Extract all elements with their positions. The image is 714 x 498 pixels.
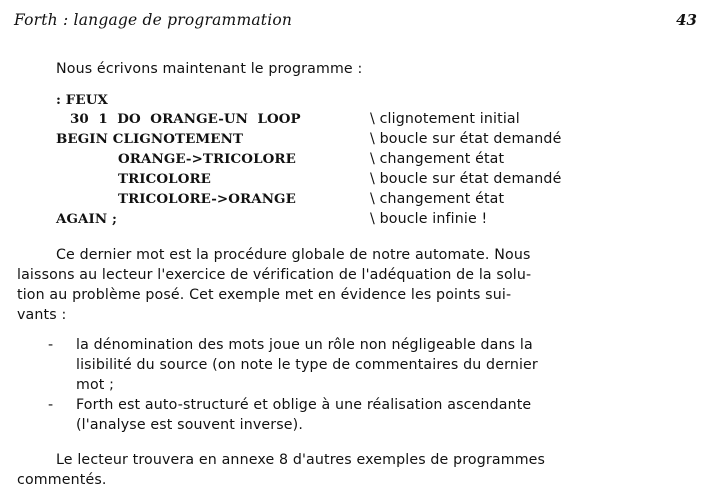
paragraph-line: vants :: [17, 307, 67, 323]
code-text: BEGIN CLIGNOTEMENT: [56, 131, 244, 147]
paragraph-line: commentés.: [17, 472, 107, 488]
code-line-1: [0, 90, 714, 110]
bullet-line: lisibilité du source (on note le type de commentaires du dernier: [76, 357, 538, 373]
code-text: ORANGE->TRICOLORE: [118, 151, 296, 167]
code-line-2: [0, 109, 714, 129]
bullet-dash: -: [48, 397, 54, 413]
code-comment: \ changement état: [370, 191, 505, 207]
bullet-line: (l'analyse est souvent inverse).: [76, 417, 304, 433]
code-line-4: [0, 149, 714, 169]
code-text: : FEUX: [56, 92, 108, 108]
body-paragraph: [17, 245, 699, 325]
bullet-line: la dénomination des mots joue un rôle non négligeable dans la: [76, 337, 533, 353]
paragraph-line: Le lecteur trouvera en annexe 8 d'autres exemples de programmes: [56, 452, 546, 468]
bullet-item: [48, 395, 703, 435]
code-line-6: [0, 189, 714, 209]
paragraph-line: laissons au lecteur l'exercice de vérification de l'adéquation de la solu-: [17, 267, 532, 283]
page-number: 43: [676, 11, 697, 29]
code-comment: \ clignotement initial: [370, 111, 520, 127]
code-text: TRICOLORE: [118, 171, 211, 187]
bullet-list: [48, 335, 703, 435]
code-comment: \ boucle sur état demandé: [370, 171, 562, 187]
bullet-line: mot ;: [76, 377, 115, 393]
bullet-dash: -: [48, 337, 54, 353]
code-text: AGAIN ;: [56, 211, 118, 227]
intro-sentence: Nous écrivons maintenant le programme :: [56, 61, 363, 77]
code-text: TRICOLORE->ORANGE: [118, 191, 296, 207]
code-line-3: [0, 129, 714, 149]
code-listing: [0, 90, 714, 230]
code-comment: \ boucle infinie !: [370, 211, 488, 227]
running-header-title: Forth : langage de programmation: [14, 11, 293, 29]
paragraph-line: Ce dernier mot est la procédure globale de notre automate. Nous: [56, 247, 531, 263]
code-comment: \ changement état: [370, 151, 505, 167]
closing-paragraph: [17, 450, 699, 490]
bullet-line: Forth est auto-structuré et oblige à une réalisation ascendante: [76, 397, 532, 413]
code-line-5: [0, 169, 714, 189]
paragraph-line: tion au problème posé. Cet exemple met en évidence les points sui-: [17, 287, 512, 303]
code-text: 30 1 DO ORANGE-UN LOOP: [70, 111, 301, 127]
code-line-7: [0, 209, 714, 229]
bullet-item: [48, 335, 703, 395]
code-comment: \ boucle sur état demandé: [370, 131, 562, 147]
